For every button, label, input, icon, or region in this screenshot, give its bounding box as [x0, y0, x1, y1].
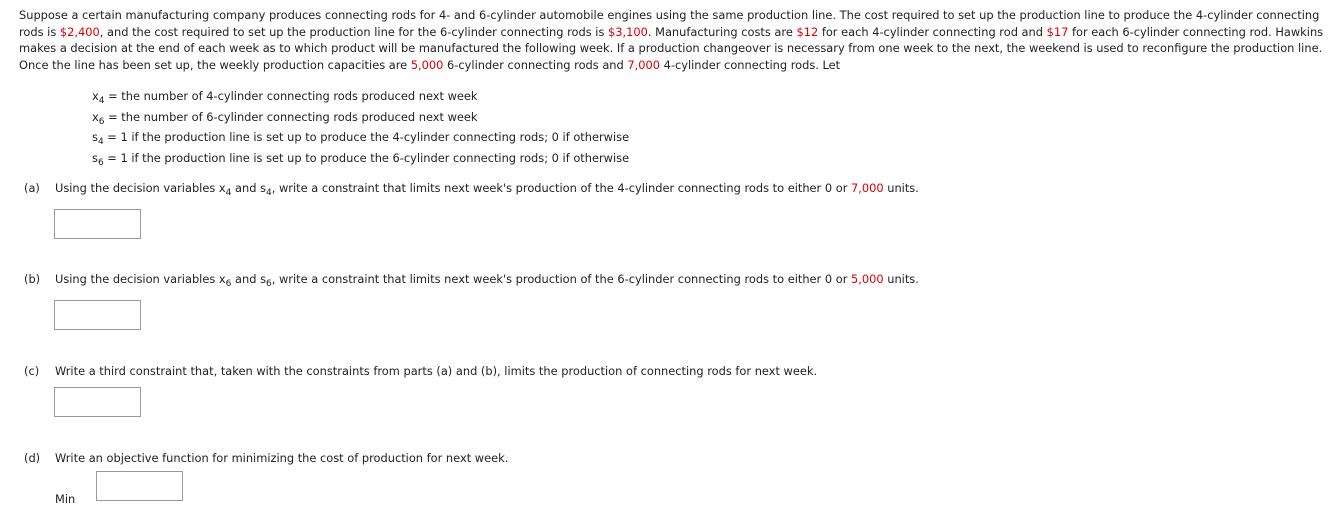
- question-text: Using the decision variables: [55, 181, 219, 195]
- question-text: and: [231, 272, 261, 286]
- var-symbol: x: [218, 272, 226, 286]
- var-symbol: x: [218, 181, 226, 195]
- question-text: Write a third constraint that, taken with the constraints from parts (a) and (b), limits the production of connecting rods for next week.: [55, 364, 818, 378]
- var-symbol: s: [260, 272, 266, 286]
- intro-text-5: for each 6-cylinder connecting rod. Hawkins makes a decision at the end of each week as to which product will be manufactured the following week. If a production changeover is necessary from one week to the next, the weekend is used to reconfigure the production line. Once the line has been set up, the weekly production capacities are: [19, 24, 1324, 72]
- question-text: , write a constraint that limits next week's production of the 4-cylinder connecting rods to either 0 or: [271, 181, 851, 195]
- answer-input-d[interactable]: [96, 471, 183, 501]
- var-subscript: 4: [97, 137, 104, 148]
- capacity-4cyl: 7,000: [627, 57, 660, 72]
- question-text: Write an objective function for minimizing the cost of production for next week.: [55, 451, 509, 465]
- answer-input-a[interactable]: [54, 209, 141, 239]
- definition-text: = the number of 6-cylinder connecting rods produced next week: [104, 109, 478, 124]
- intro-text-7: 4-cylinder connecting rods. Let: [659, 57, 841, 72]
- question-b: [24, 272, 919, 289]
- question-a: [24, 181, 919, 198]
- highlight-value: 5,000: [851, 272, 884, 286]
- intro-text-4: for each 4-cylinder connecting rod and: [818, 24, 1047, 39]
- var-symbol: s: [92, 150, 98, 165]
- intro-text-3: . Manufacturing costs are: [647, 24, 797, 39]
- var-subscript: 6: [97, 157, 104, 168]
- problem-intro: [19, 7, 1331, 73]
- question-text: units.: [883, 181, 919, 195]
- setup-cost-6cyl: $3,100: [608, 24, 648, 39]
- definition-text: = 1 if the production line is set up to produce the 4-cylinder connecting rods; 0 if otherwise: [103, 130, 630, 145]
- intro-text-2: , and the cost required to set up the production line for the 6-cylinder connecting rods is: [99, 24, 609, 39]
- variable-definitions: [92, 86, 629, 168]
- highlight-value: 7,000: [851, 181, 884, 195]
- capacity-6cyl: 5,000: [410, 57, 444, 72]
- question-text: and: [231, 181, 261, 195]
- var-symbol: x: [92, 89, 99, 103]
- question-label: (b): [24, 272, 41, 286]
- answer-input-c[interactable]: [54, 387, 141, 417]
- var-subscript: 6: [225, 279, 232, 289]
- var-symbol: s: [92, 130, 98, 145]
- var-subscript: 4: [225, 188, 232, 198]
- definition-text: = the number of 4-cylinder connecting rods produced next week: [104, 89, 478, 103]
- var-subscript: 6: [266, 279, 272, 289]
- definition-x4: [92, 86, 629, 107]
- definition-s4: [92, 127, 629, 148]
- var-symbol: s: [260, 181, 266, 195]
- unit-cost-6cyl: $17: [1046, 24, 1069, 39]
- var-symbol: x: [92, 109, 99, 124]
- var-subscript: 6: [98, 116, 105, 127]
- intro-text-6: 6-cylinder connecting rods and: [443, 57, 628, 72]
- question-text: units.: [883, 272, 919, 286]
- answer-input-b[interactable]: [54, 300, 141, 330]
- question-text: , write a constraint that limits next week's production of the 6-cylinder connecting rods to either 0 or: [271, 272, 851, 286]
- intro-text-1: Suppose a certain manufacturing company produces connecting rods for 4- and 6-cylinder automobile engines using the same production line. The cost required to set up the production line to produce the 4-cylinder connecting rods is: [19, 8, 1320, 39]
- question-label: (a): [24, 181, 40, 195]
- var-subscript: 4: [266, 188, 272, 198]
- var-subscript: 4: [98, 96, 105, 106]
- question-label: (c): [24, 364, 40, 378]
- setup-cost-4cyl: $2,400: [59, 24, 100, 39]
- min-label: Min: [55, 492, 76, 506]
- question-d: [24, 451, 508, 465]
- definition-s6: [92, 148, 629, 169]
- definition-text: = 1 if the production line is set up to produce the 6-cylinder connecting rods; 0 if otherwise: [103, 150, 630, 165]
- question-text: Using the decision variables: [55, 272, 219, 286]
- definition-x6: [92, 107, 629, 128]
- question-label: (d): [24, 451, 41, 465]
- question-c: [24, 364, 817, 378]
- unit-cost-4cyl: $12: [796, 24, 819, 39]
